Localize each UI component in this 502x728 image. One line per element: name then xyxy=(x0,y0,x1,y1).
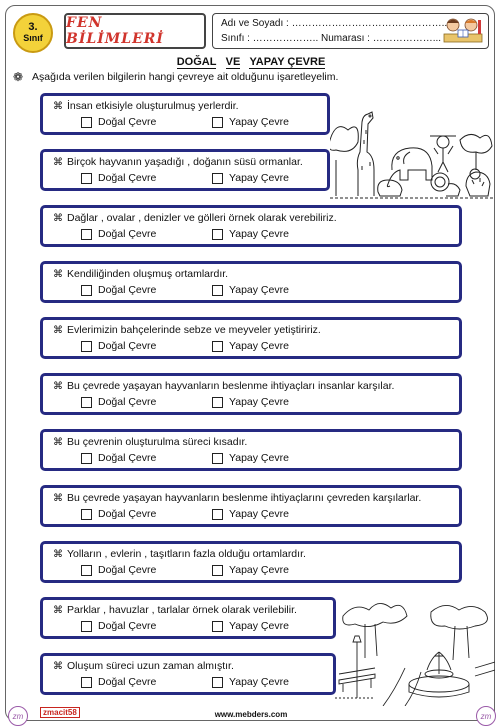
natural-checkbox[interactable] xyxy=(81,677,92,688)
command-icon: ⌘ xyxy=(53,269,63,280)
natural-label: Doğal Çevre xyxy=(98,340,157,352)
artificial-label: Yapay Çevre xyxy=(229,396,289,408)
natural-label: Doğal Çevre xyxy=(98,508,157,520)
question-card xyxy=(40,261,462,303)
natural-checkbox[interactable] xyxy=(81,173,92,184)
question-text xyxy=(53,324,321,336)
question-label: Bu çevrede yaşayan hayvanların beslenme ihtiyaçları insanlar karşılar. xyxy=(67,380,395,392)
question-label: İnsan etkisiyle oluşturulmuş yerlerdir. xyxy=(67,100,239,112)
instruction xyxy=(13,70,339,84)
question-card xyxy=(40,485,462,527)
option-natural[interactable] xyxy=(81,676,156,688)
option-artificial[interactable] xyxy=(212,452,289,464)
natural-label: Doğal Çevre xyxy=(98,396,157,408)
zoo-animals-illustration xyxy=(330,100,495,200)
command-icon: ⌘ xyxy=(53,157,63,168)
natural-checkbox[interactable] xyxy=(81,117,92,128)
kids-reading-icon xyxy=(442,16,484,46)
grade-number: 3. xyxy=(28,21,38,33)
command-icon: ⌘ xyxy=(53,605,63,616)
title-part-and: VE xyxy=(225,56,241,68)
natural-checkbox[interactable] xyxy=(81,285,92,296)
command-icon: ⌘ xyxy=(53,381,63,392)
artificial-label: Yapay Çevre xyxy=(229,172,289,184)
option-natural[interactable] xyxy=(81,620,156,632)
natural-checkbox[interactable] xyxy=(81,341,92,352)
footer-logo-left: zm xyxy=(8,706,28,726)
option-artificial[interactable] xyxy=(212,284,289,296)
title-part-artificial: YAPAY ÇEVRE xyxy=(249,56,326,68)
question-card xyxy=(40,205,462,247)
question-label: Parklar , havuzlar , tarlalar örnek olarak verilebilir. xyxy=(67,604,297,616)
natural-label: Doğal Çevre xyxy=(98,228,157,240)
question-text xyxy=(53,156,303,168)
artificial-checkbox[interactable] xyxy=(212,341,223,352)
question-card xyxy=(40,429,462,471)
question-label: Bu çevrenin oluşturulma süreci kısadır. xyxy=(67,436,248,448)
class-number-field[interactable]: Sınıfı : ……………….. Numarası : ………………... xyxy=(221,33,442,44)
question-card xyxy=(40,653,336,695)
grade-label: Sınıf xyxy=(23,33,43,43)
natural-label: Doğal Çevre xyxy=(98,620,157,632)
question-card xyxy=(40,373,462,415)
artificial-checkbox[interactable] xyxy=(212,173,223,184)
option-artificial[interactable] xyxy=(212,228,289,240)
command-icon: ⌘ xyxy=(53,101,63,112)
artificial-label: Yapay Çevre xyxy=(229,508,289,520)
natural-checkbox[interactable] xyxy=(81,509,92,520)
question-label: Oluşum süreci uzun zaman almıştır. xyxy=(67,660,234,672)
question-text xyxy=(53,268,228,280)
option-artificial[interactable] xyxy=(212,116,289,128)
option-natural[interactable] xyxy=(81,564,156,576)
title-part-natural: DOĞAL xyxy=(176,56,217,68)
artificial-checkbox[interactable] xyxy=(212,621,223,632)
flower-bullet-icon: ❁ xyxy=(13,70,24,84)
subject-title: FEN BİLİMLERİ xyxy=(64,13,206,49)
artificial-label: Yapay Çevre xyxy=(229,340,289,352)
question-text xyxy=(53,548,306,560)
command-icon: ⌘ xyxy=(53,493,63,504)
option-artificial[interactable] xyxy=(212,172,289,184)
artificial-label: Yapay Çevre xyxy=(229,284,289,296)
natural-checkbox[interactable] xyxy=(81,565,92,576)
page-title xyxy=(0,56,502,68)
question-label: Evlerimizin bahçelerinde sebze ve meyveler yetiştiririz. xyxy=(67,324,321,336)
footer-logo-right: zm xyxy=(476,706,496,726)
artificial-label: Yapay Çevre xyxy=(229,564,289,576)
question-label: Bu çevrede yaşayan hayvanların beslenme ihtiyaçlarını çevreden karşılarlar. xyxy=(67,492,422,504)
option-artificial[interactable] xyxy=(212,340,289,352)
question-card xyxy=(40,541,462,583)
instruction-text: Aşağıda verilen bilgilerin hangi çevreye ait olduğunu işaretleyelim. xyxy=(32,71,339,83)
natural-label: Doğal Çevre xyxy=(98,564,157,576)
question-card xyxy=(40,149,330,191)
option-natural[interactable] xyxy=(81,284,156,296)
option-natural[interactable] xyxy=(81,452,156,464)
option-artificial[interactable] xyxy=(212,676,289,688)
artificial-checkbox[interactable] xyxy=(212,285,223,296)
natural-label: Doğal Çevre xyxy=(98,116,157,128)
command-icon: ⌘ xyxy=(53,661,63,672)
question-text xyxy=(53,660,234,672)
command-icon: ⌘ xyxy=(53,325,63,336)
option-natural[interactable] xyxy=(81,340,156,352)
question-text xyxy=(53,380,394,392)
question-label: Yolların , evlerin , taşıtların fazla olduğu ortamlardır. xyxy=(67,548,306,560)
park-illustration xyxy=(335,598,495,706)
question-card xyxy=(40,93,330,135)
natural-checkbox[interactable] xyxy=(81,397,92,408)
question-label: Dağlar , ovalar , denizler ve gölleri örnek olarak verebiliriz. xyxy=(67,212,337,224)
option-artificial[interactable] xyxy=(212,508,289,520)
option-artificial[interactable] xyxy=(212,564,289,576)
question-text xyxy=(53,436,247,448)
option-natural[interactable] xyxy=(81,228,156,240)
artificial-checkbox[interactable] xyxy=(212,677,223,688)
natural-checkbox[interactable] xyxy=(81,621,92,632)
option-natural[interactable] xyxy=(81,508,156,520)
author-badge: zmacit58 xyxy=(40,707,80,718)
option-natural[interactable] xyxy=(81,116,156,128)
grade-badge xyxy=(13,13,53,53)
question-text xyxy=(53,604,297,616)
name-field[interactable]: Adı ve Soyadı : ……………………………………….. xyxy=(221,18,448,29)
artificial-label: Yapay Çevre xyxy=(229,676,289,688)
natural-label: Doğal Çevre xyxy=(98,452,157,464)
artificial-checkbox[interactable] xyxy=(212,397,223,408)
question-text xyxy=(53,492,421,504)
artificial-checkbox[interactable] xyxy=(212,117,223,128)
command-icon: ⌘ xyxy=(53,213,63,224)
question-text xyxy=(53,212,337,224)
natural-label: Doğal Çevre xyxy=(98,172,157,184)
question-label: Kendiliğinden oluşmuş ortamlardır. xyxy=(67,268,229,280)
question-label: Birçok hayvanın yaşadığı , doğanın süsü ormanlar. xyxy=(67,156,303,168)
artificial-checkbox[interactable] xyxy=(212,453,223,464)
option-natural[interactable] xyxy=(81,172,156,184)
artificial-checkbox[interactable] xyxy=(212,509,223,520)
option-natural[interactable] xyxy=(81,396,156,408)
command-icon: ⌘ xyxy=(53,437,63,448)
command-icon: ⌘ xyxy=(53,549,63,560)
natural-label: Doğal Çevre xyxy=(98,676,157,688)
artificial-checkbox[interactable] xyxy=(212,565,223,576)
natural-checkbox[interactable] xyxy=(81,229,92,240)
natural-label: Doğal Çevre xyxy=(98,284,157,296)
natural-checkbox[interactable] xyxy=(81,453,92,464)
artificial-checkbox[interactable] xyxy=(212,229,223,240)
website-link[interactable]: www.mebders.com xyxy=(214,710,288,719)
student-info-box xyxy=(212,13,489,49)
question-text xyxy=(53,100,239,112)
question-card xyxy=(40,317,462,359)
artificial-label: Yapay Çevre xyxy=(229,116,289,128)
option-artificial[interactable] xyxy=(212,396,289,408)
question-card xyxy=(40,597,336,639)
artificial-label: Yapay Çevre xyxy=(229,228,289,240)
option-artificial[interactable] xyxy=(212,620,289,632)
artificial-label: Yapay Çevre xyxy=(229,620,289,632)
artificial-label: Yapay Çevre xyxy=(229,452,289,464)
